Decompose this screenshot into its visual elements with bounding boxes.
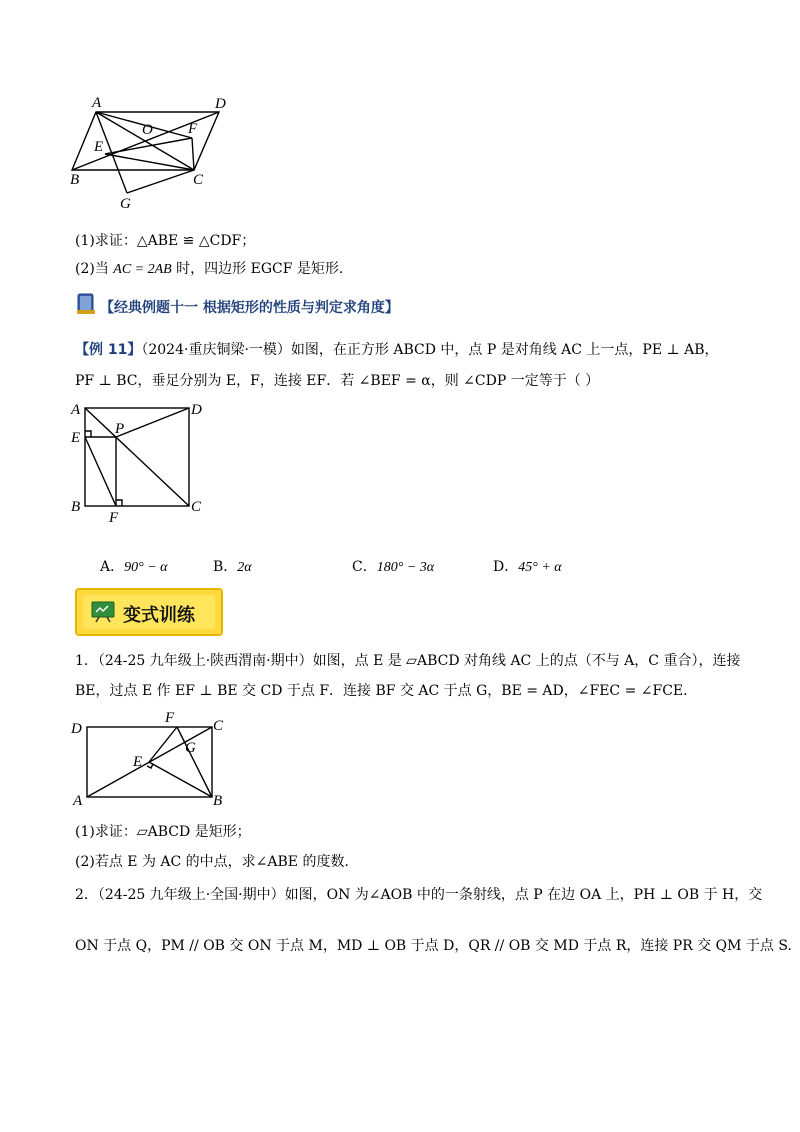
problem-2-line-2: ON 于点 Q，PM // OB 交 ON 于点 M，MD ⊥ OB 于点 D，QR // OB 交 MD 于点 R，连接 PR 交 QM 于点 S. xyxy=(75,938,792,954)
fig1-label-D: D xyxy=(215,96,226,112)
fig3-label-D: D xyxy=(71,721,82,737)
option-c[interactable] xyxy=(352,556,434,576)
variant-training-label: 变式训练 xyxy=(123,605,195,626)
fig2-label-E: E xyxy=(71,430,81,446)
option-d-value: 45° + α xyxy=(518,560,562,575)
fig3-label-B: B xyxy=(213,793,223,808)
problem-1-question-1: (1)求证：▱ABCD 是矩形； xyxy=(75,824,251,840)
example-11-tag: 【例 11】 xyxy=(75,342,142,358)
fig2-label-F: F xyxy=(109,510,119,525)
fig2-label-A: A xyxy=(71,402,81,418)
option-b-value: 2α xyxy=(237,560,252,575)
fig1-label-O: O xyxy=(142,122,153,138)
variant-training-banner xyxy=(75,588,223,636)
figure-square xyxy=(65,395,215,525)
example-11-text-1: （2024·重庆铜梁·一模）如图，在正方形 ABCD 中，点 P 是对角线 AC 上一点，PE ⊥ AB， xyxy=(141,342,719,358)
q1-part2-condition: AC = 2AB xyxy=(113,262,172,277)
option-a-label: A． xyxy=(100,559,125,575)
option-b-label: B． xyxy=(213,559,238,575)
fig2-label-D: D xyxy=(191,402,202,418)
fig3-label-G: G xyxy=(185,740,196,756)
fig2-label-P: P xyxy=(115,421,125,437)
fig2-label-C: C xyxy=(191,499,202,515)
option-a[interactable] xyxy=(100,556,168,576)
fig1-label-B: B xyxy=(70,172,80,188)
figure-parallelogram xyxy=(60,90,250,220)
fig1-label-C: C xyxy=(193,172,204,188)
fig3-label-F: F xyxy=(165,710,175,726)
example-11-line-2: PF ⊥ BC，垂足分别为 E，F，连接 EF．若 ∠BEF = α，则 ∠CDP 一定等于（ ） xyxy=(75,373,600,389)
option-d[interactable] xyxy=(493,556,562,576)
presentation-board-icon xyxy=(91,601,115,623)
problem-1-line-2: BE，过点 E 作 EF ⊥ BE 交 CD 于点 F．连接 BF 交 AC 于点 G，BE = AD，∠FEC = ∠FCE． xyxy=(75,683,698,699)
question-1-part-2 xyxy=(75,259,343,280)
section-title: 【经典例题十一 根据矩形的性质与判定求角度】 xyxy=(100,300,399,316)
fig1-label-G: G xyxy=(120,196,131,212)
problem-1-question-2: (2)若点 E 为 AC 的中点，求∠ABE 的度数． xyxy=(75,854,359,870)
option-a-value: 90° − α xyxy=(124,560,168,575)
fig3-label-A: A xyxy=(73,793,83,808)
book-icon xyxy=(75,293,97,315)
problem-1-line-1: 1．（24-25 九年级上·陕西渭南·期中）如图，点 E 是 ▱ABCD 对角线 AC 上的点（不与 A，C 重合），连接 xyxy=(75,653,741,669)
option-c-value: 180° − 3α xyxy=(376,560,435,575)
q1-part2-suffix: 时，四边形 EGCF 是矩形. xyxy=(171,261,344,277)
fig3-label-E: E xyxy=(133,754,143,770)
option-d-label: D． xyxy=(493,559,519,575)
variant-training-inner xyxy=(83,595,215,629)
fig2-label-B: B xyxy=(71,499,81,515)
fig1-label-F: F xyxy=(188,121,198,137)
fig1-label-E: E xyxy=(94,139,104,155)
fig3-label-C: C xyxy=(213,718,224,734)
figure-rectangle xyxy=(65,708,235,808)
fig1-label-A: A xyxy=(92,95,102,111)
example-11-line-1 xyxy=(75,340,719,360)
problem-2-line-1: 2．（24-25 九年级上·全国·期中）如图，ON 为∠AOB 中的一条射线，点 P 在边 OA 上，PH ⊥ OB 于 H，交 xyxy=(75,887,763,903)
q1-part2-prefix: (2)当 xyxy=(75,261,114,277)
question-1-part-1: (1)求证：△ABE ≌ △CDF； xyxy=(75,233,256,249)
option-c-label: C． xyxy=(352,559,377,575)
option-b[interactable] xyxy=(213,556,252,576)
